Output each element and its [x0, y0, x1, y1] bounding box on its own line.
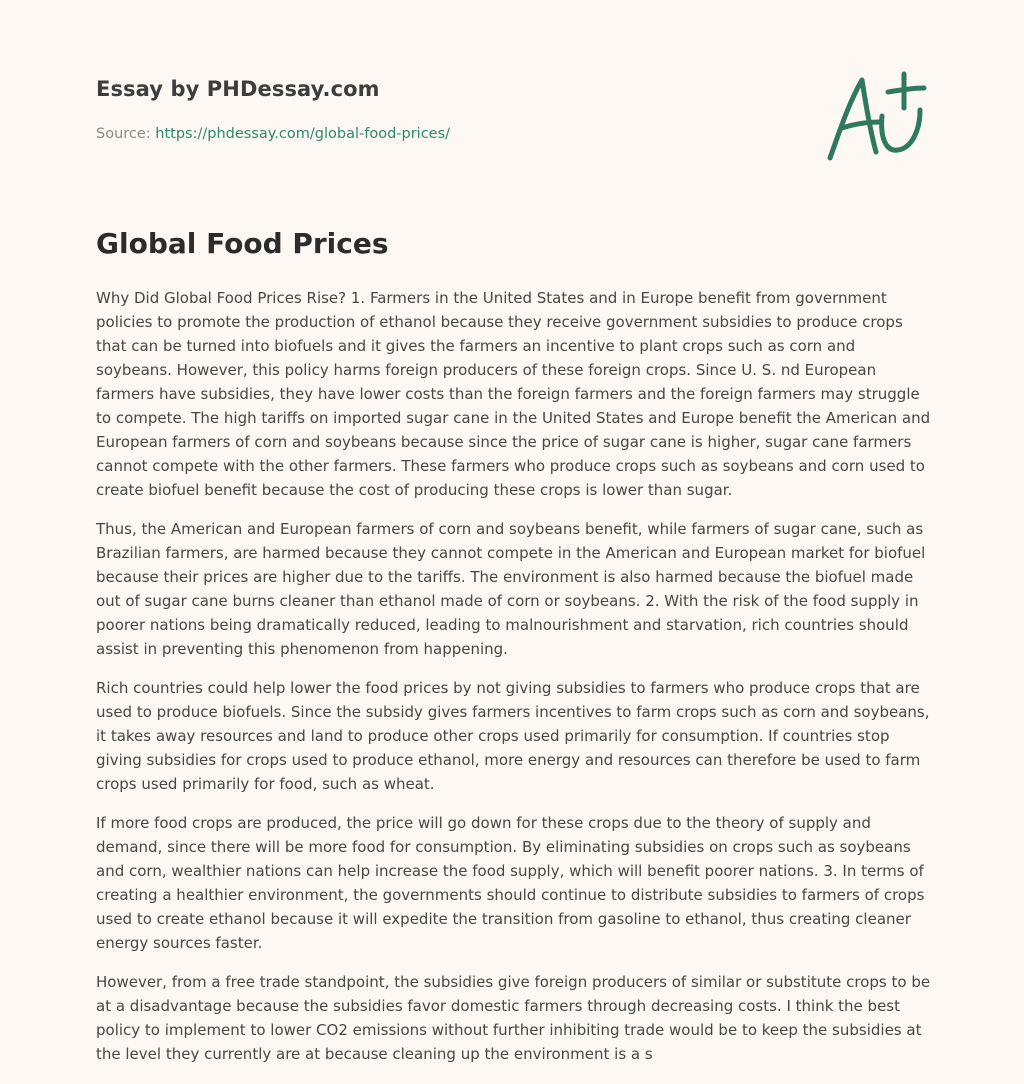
a-plus-grade-icon	[820, 66, 930, 166]
source-link[interactable]: https://phdessay.com/global-food-prices/	[155, 126, 451, 142]
article-title: Global Food Prices	[96, 227, 389, 260]
source-label: Source:	[96, 126, 156, 142]
paragraph: Rich countries could help lower the food prices by not giving subsidies to farmers who produce crops that are used to produce biofuels. Since the subsidy gives farmers incentives to farm crops such as corn and soybeans, it takes away resources and land to produce other crops used primarily for consumption. If countries stop giving subsidies for crops used to produce ethanol, more energy and resources can therefore be used to farm crops used primarily for food, such as wheat.	[96, 679, 930, 793]
paragraph: However, from a free trade standpoint, the subsidies give foreign producers of similar or substitute crops to be at a disadvantage because the subsidies favor domestic farmers through decreasing costs. I think the best policy to implement to lower CO2 emissions without further inhibiting trade would be to keep the subsidies at the level they currently are at because cleaning up the environment is a s	[96, 973, 931, 1063]
page-header	[96, 74, 796, 144]
paragraph: Thus, the American and European farmers of corn and soybeans benefit, while farmers of sugar cane, such as Brazilian farmers, are harmed because they cannot compete in the American and European market for biofuel because their prices are higher due to the tariffs. The environment is also harmed because the biofuel made out of sugar cane burns cleaner than ethanol made of corn or soybeans. 2. With the risk of the food supply in poorer nations being dramatically reduced, leading to malnourishment and starvation, rich countries should assist in preventing this phenomenon from happening.	[96, 520, 926, 658]
source-line	[96, 124, 796, 144]
brand-title: Essay by PHDessay.com	[96, 77, 380, 101]
paragraph: If more food crops are produced, the price will go down for these crops due to the theory of supply and demand, since there will be more food for consumption. By eliminating subsidies on crops such as soybeans and corn, wealthier nations can help increase the food supply, which will benefit poorer nations. 3. In terms of creating a healthier environment, the governments should continue to distribute subsidies to farmers of crops used to create ethanol because it will expedite the transition from gasoline to ethanol, thus creating cleaner energy sources faster.	[96, 814, 925, 952]
paragraph: Why Did Global Food Prices Rise? 1. Farmers in the United States and in Europe benefit from government policies to promote the production of ethanol because they receive government subsidies to produce crops that can be turned into biofuels and it gives the farmers an incentive to plant crops such as corn and soybeans. However, this policy harms foreign producers of these foreign crops. Since U. S. nd European farmers have subsidies, they have lower costs than the foreign farmers and the foreign farmers may struggle to compete. The high tariffs on imported sugar cane in the United States and Europe benefit the American and European farmers of corn and soybeans because since the price of sugar cane is higher, sugar cane farmers cannot compete with the other farmers. These farmers who produce crops such as soybeans and corn used to create biofuel benefit because the cost of producing these crops is lower than sugar.	[96, 289, 931, 499]
article-body	[96, 286, 932, 1081]
